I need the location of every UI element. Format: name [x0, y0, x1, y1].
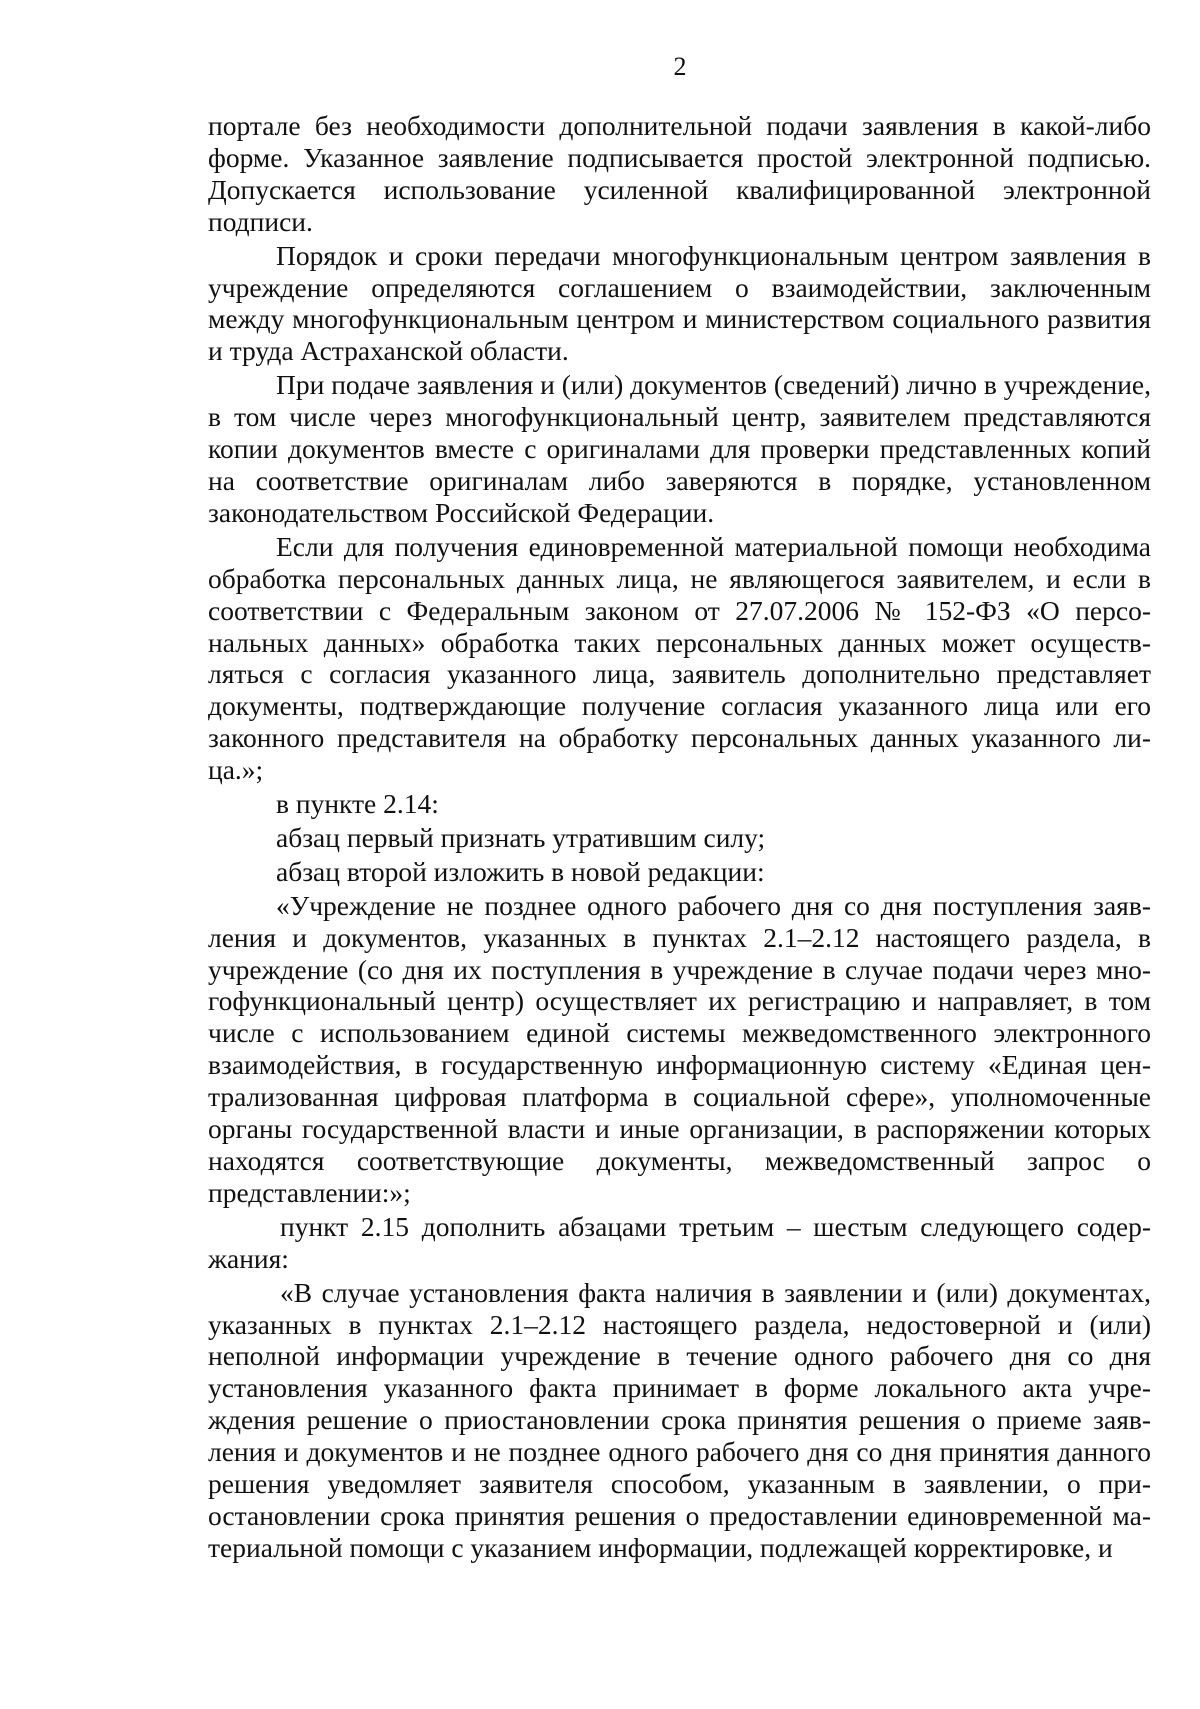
paragraph: Порядок и сроки передачи многофункциональным центром заявления в учреждение определяются соглашением о взаимодействии, заключенным между многофункциональным центром и министерством социального развития и труда Астраханской области.	[208, 239, 1151, 367]
paragraph: в пункте 2.14:	[276, 788, 439, 820]
paragraph: «В случае установления факта наличия в заявлении и (или) документах, указанных в пунктах 2.1–2.12 настоящего раздела, недостоверной и (или) неполной информации учреждение в течение одного рабочего дня со дня установления указанного факта принимает в форме локального акта учреждения решение о приостановлении срока принятия решения о приеме заявления и документов и не позднее одного рабочего дня со дня принятия данного решения уведомляет заявителя способом, указанным в заявлении, о приостановлении срока принятия решения о предоставлении единовременной материальной помощи с указанием информации, подлежащей корректировке, и	[208, 1276, 1151, 1563]
paragraph: «Учреждение не позднее одного рабочего дня со дня поступления заявления и документов, указанных в пунктах 2.1–2.12 настоящего раздела, в учреждение (со дня их поступления в учреждение в случае подачи через многофункциональный центр) осуществляет их регистрацию и направляет, в том числе с использованием единой системы межведомственного электронного взаимодействия, в государственную информационную систему «Единая централизованная цифровая платформа в социальной сфере», уполномоченные органы государственной власти и иные организации, в распоряжении которых находятся соответствующие документы, межведомственный запрос о представлении:»;	[208, 889, 1151, 1208]
paragraph: портале без необходимости дополнительной подачи заявления в какой-либо форме. Указанное заявление подписывается простой электронной подписью. Допускается использование усиленной квалифицированной электронной подписи.	[208, 110, 1151, 237]
document-body	[208, 110, 1151, 1566]
paragraph: абзац первый признать утратившим силу;	[276, 821, 766, 853]
paragraph: абзац второй изложить в новой редакции:	[276, 855, 765, 887]
paragraph: пункт 2.15 дополнить абзацами третьим – шестым следующего содержания:	[208, 1210, 1151, 1274]
paragraph: При подаче заявления и (или) документов (сведений) лично в учреждение, в том числе через многофункциональный центр, заявителем представляются копии документов вместе с оригиналами для проверки представленных копий на соответствие оригиналам либо заверяются в порядке, установленном законодательством Российской Федерации.	[208, 369, 1151, 528]
paragraph: Если для получения единовременной материальной помощи необходима обработка персональных данных лица, не являющегося заявителем, и если в соответствии с Федеральным законом от 27.07.2006 № 152-ФЗ «О персональных данных» обработка таких персональных данных может осуществляться с согласия указанного лица, заявитель дополнительно представляет документы, подтверждающие получение согласия указанного лица или его законного представителя на обработку персональных данных указанного лица.»;	[208, 530, 1151, 786]
page-number: 2	[673, 52, 687, 81]
